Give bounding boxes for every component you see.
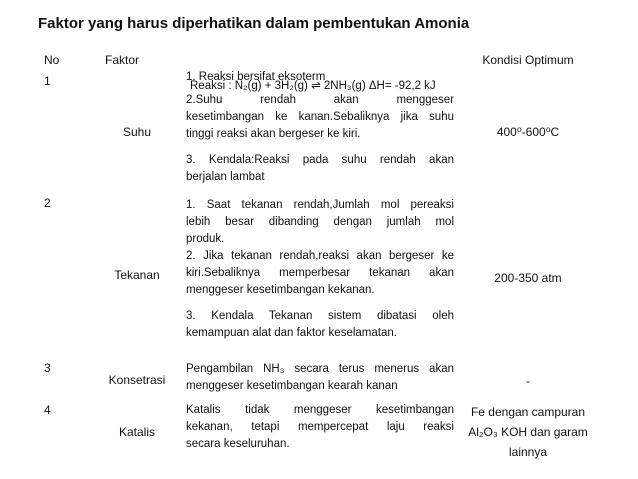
row-suhu-no: 1 bbox=[44, 74, 51, 88]
suhu-line-3a: 3. Kendala:Reaksi pada suhu rendah akan bbox=[186, 154, 454, 166]
katalis-kondisi-line-3: lainnya bbox=[508, 445, 548, 459]
tekanan-line-2: lebih besar dibanding dengan jumlah mol bbox=[186, 216, 454, 228]
tekanan-line-6: menggeser kesetimbangan kekanan. bbox=[186, 284, 375, 296]
row-tekanan-no: 2 bbox=[44, 196, 51, 210]
tekanan-line-8: kemampuan alat dan faktor keselamatan. bbox=[186, 327, 397, 339]
katalis-description bbox=[186, 402, 454, 453]
suhu-kondisi-unit: ⁰C bbox=[545, 125, 560, 139]
suhu-description bbox=[186, 92, 454, 186]
row-konsentrasi-faktor: Konsetrasi bbox=[108, 373, 166, 387]
konsentrasi-line-1: Pengambilan NH₃ secara terus menerus akan bbox=[186, 363, 454, 375]
tekanan-description bbox=[186, 197, 454, 342]
header-faktor: Faktor bbox=[105, 53, 140, 67]
row-suhu-faktor: Suhu bbox=[122, 125, 152, 139]
katalis-line-3: secara keseluruhan. bbox=[186, 438, 290, 450]
row-tekanan-kondisi: 200-350 atm bbox=[494, 271, 562, 285]
row-konsentrasi-no: 3 bbox=[44, 361, 51, 375]
header-no: No bbox=[44, 53, 60, 67]
row-katalis-kondisi bbox=[462, 402, 594, 462]
row-tekanan-faktor: Tekanan bbox=[114, 268, 160, 282]
suhu-kondisi-value: 400⁰-600 bbox=[496, 125, 546, 139]
suhu-line-3b: berjalan lambat bbox=[186, 171, 265, 183]
suhu-line-1: 1. Reaksi bersifat eksoterm bbox=[186, 71, 326, 83]
konsentrasi-line-2: menggeser kesetimbangan kearah kanan bbox=[186, 380, 398, 392]
row-katalis-faktor: Katalis bbox=[118, 425, 156, 439]
suhu-line-2b: kesetimbangan ke kanan.Sebaliknya jika suhu bbox=[186, 111, 454, 123]
tekanan-line-7: 3. Kendala Tekanan sistem dibatasi oleh bbox=[186, 310, 454, 322]
header-kondisi: Kondisi Optimum bbox=[482, 53, 574, 67]
suhu-line-2c: tinggi reaksi akan bergeser ke kiri. bbox=[186, 128, 361, 140]
reaction-equation: Reaksi : N₂(g) + 3H₂(g) ⇌ 2NH₃(g) ΔH= -92,2 kJ bbox=[190, 80, 436, 92]
konsentrasi-description bbox=[186, 361, 454, 395]
tekanan-line-1: 1. Saat tekanan rendah,Jumlah mol pereaksi bbox=[186, 199, 454, 211]
tekanan-line-4: 2. Jika tekanan rendah,reaksi akan bergeser ke bbox=[186, 250, 454, 262]
katalis-line-1: Katalis tidak menggeser kesetimbangan bbox=[186, 404, 454, 416]
tekanan-line-3: produk. bbox=[186, 233, 225, 245]
tekanan-line-5: kiri.Sebaliknya memperbesar tekanan akan bbox=[186, 267, 454, 279]
page-title: Faktor yang harus diperhatikan dalam pembentukan Amonia bbox=[38, 15, 470, 32]
row-katalis-no: 4 bbox=[44, 403, 51, 417]
row-konsentrasi-kondisi: - bbox=[526, 374, 530, 388]
row-suhu-kondisi bbox=[462, 124, 594, 141]
katalis-line-2: kekanan, tetapi mempercepat laju reaksi bbox=[186, 421, 454, 433]
katalis-kondisi-line-2: Al₂O₃ KOH dan garam bbox=[468, 425, 588, 439]
suhu-line-2a: 2.Suhu rendah akan menggeser bbox=[186, 94, 454, 106]
katalis-kondisi-line-1: Fe dengan campuran bbox=[470, 405, 586, 419]
